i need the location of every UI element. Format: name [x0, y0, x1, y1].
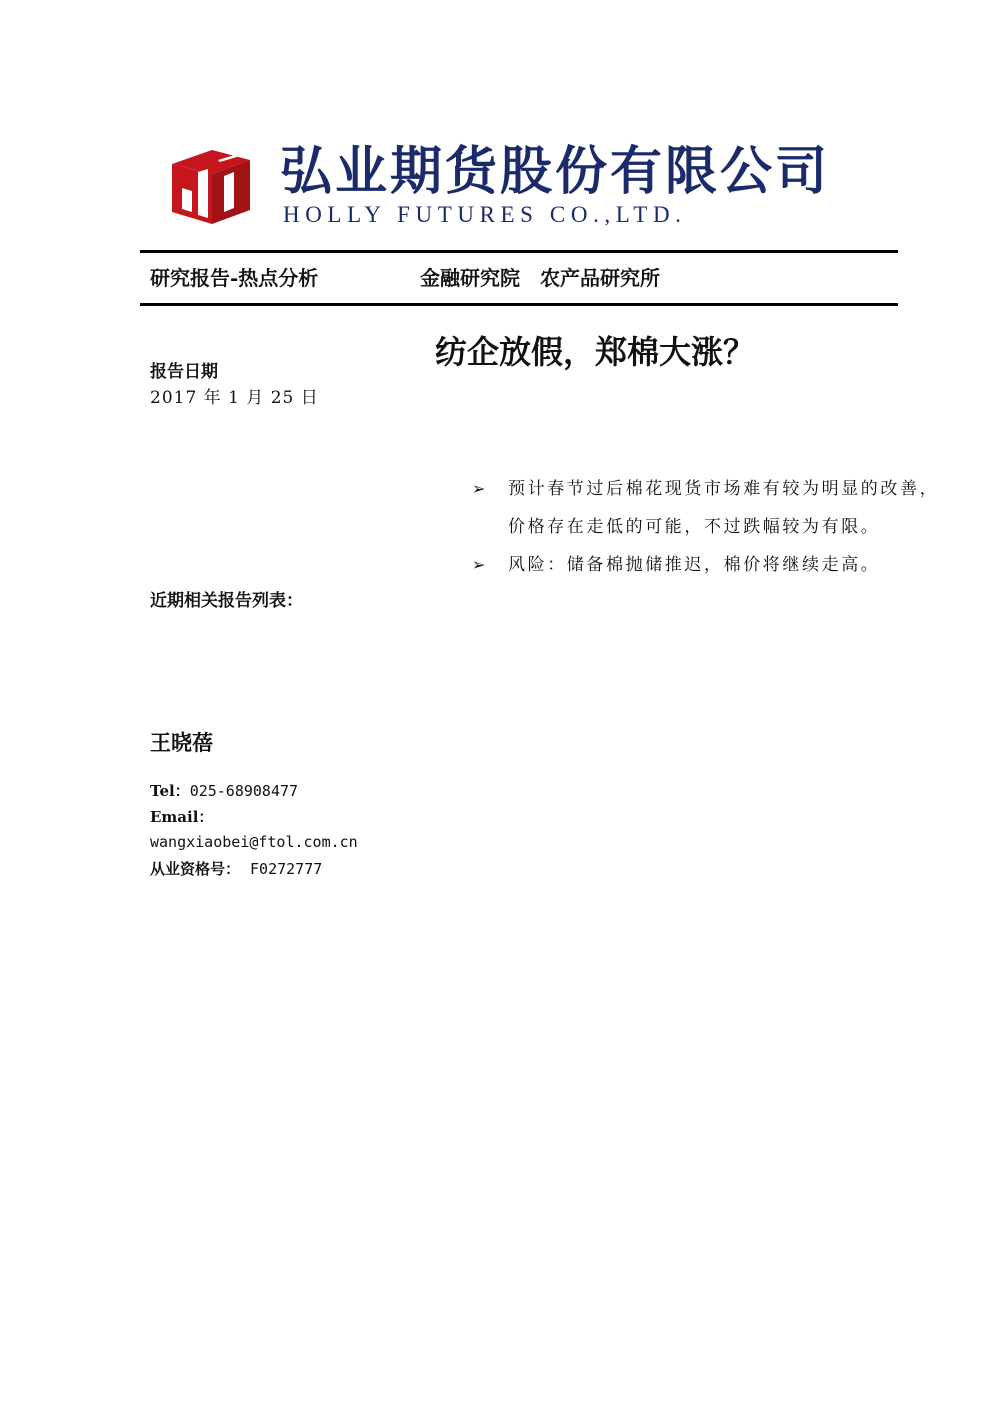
tel-value: 025-68908477	[189, 782, 299, 800]
report-date-label: 报告日期	[150, 362, 218, 382]
author-license	[150, 858, 322, 880]
summary-list	[472, 470, 942, 584]
institutes: 金融研究院 农产品研究所	[420, 266, 660, 290]
company-logo	[168, 140, 833, 230]
arrow-bullet-icon: ➢	[472, 555, 486, 574]
logo-english-name: HOLLY FUTURES CO.,LTD.	[283, 202, 687, 227]
summary-item	[472, 546, 942, 584]
summary-text: 预计春节过后棉花现货市场难有较为明显的改善，价格存在走低的可能，不过跌幅较为有限。	[508, 479, 940, 537]
report-date-value: 2017 年 1 月 25 日	[150, 388, 319, 408]
arrow-bullet-icon: ➢	[472, 479, 486, 498]
summary-item	[472, 470, 942, 546]
report-type: 研究报告-热点分析	[150, 266, 319, 290]
header-bottom-rule	[140, 303, 898, 306]
report-title: 纺企放假，郑棉大涨？	[435, 333, 756, 371]
author-tel	[150, 780, 298, 802]
email-value[interactable]: wangxiaobei@ftol.com.cn	[150, 833, 358, 851]
email-label: Email：	[150, 808, 214, 826]
logo-cube-icon	[168, 142, 252, 226]
header-top-rule	[140, 250, 898, 253]
tel-label: Tel：	[150, 782, 190, 800]
author-name: 王晓蓓	[150, 730, 213, 755]
related-reports-label: 近期相关报告列表：	[150, 591, 303, 611]
license-label: 从业资格号：	[150, 860, 241, 878]
license-value: F0272777	[250, 860, 323, 878]
summary-text: 风险：储备棉抛储推迟，棉价将继续走高。	[508, 555, 881, 575]
logo-chinese-name: 弘业期货股份有限公司	[280, 142, 831, 202]
